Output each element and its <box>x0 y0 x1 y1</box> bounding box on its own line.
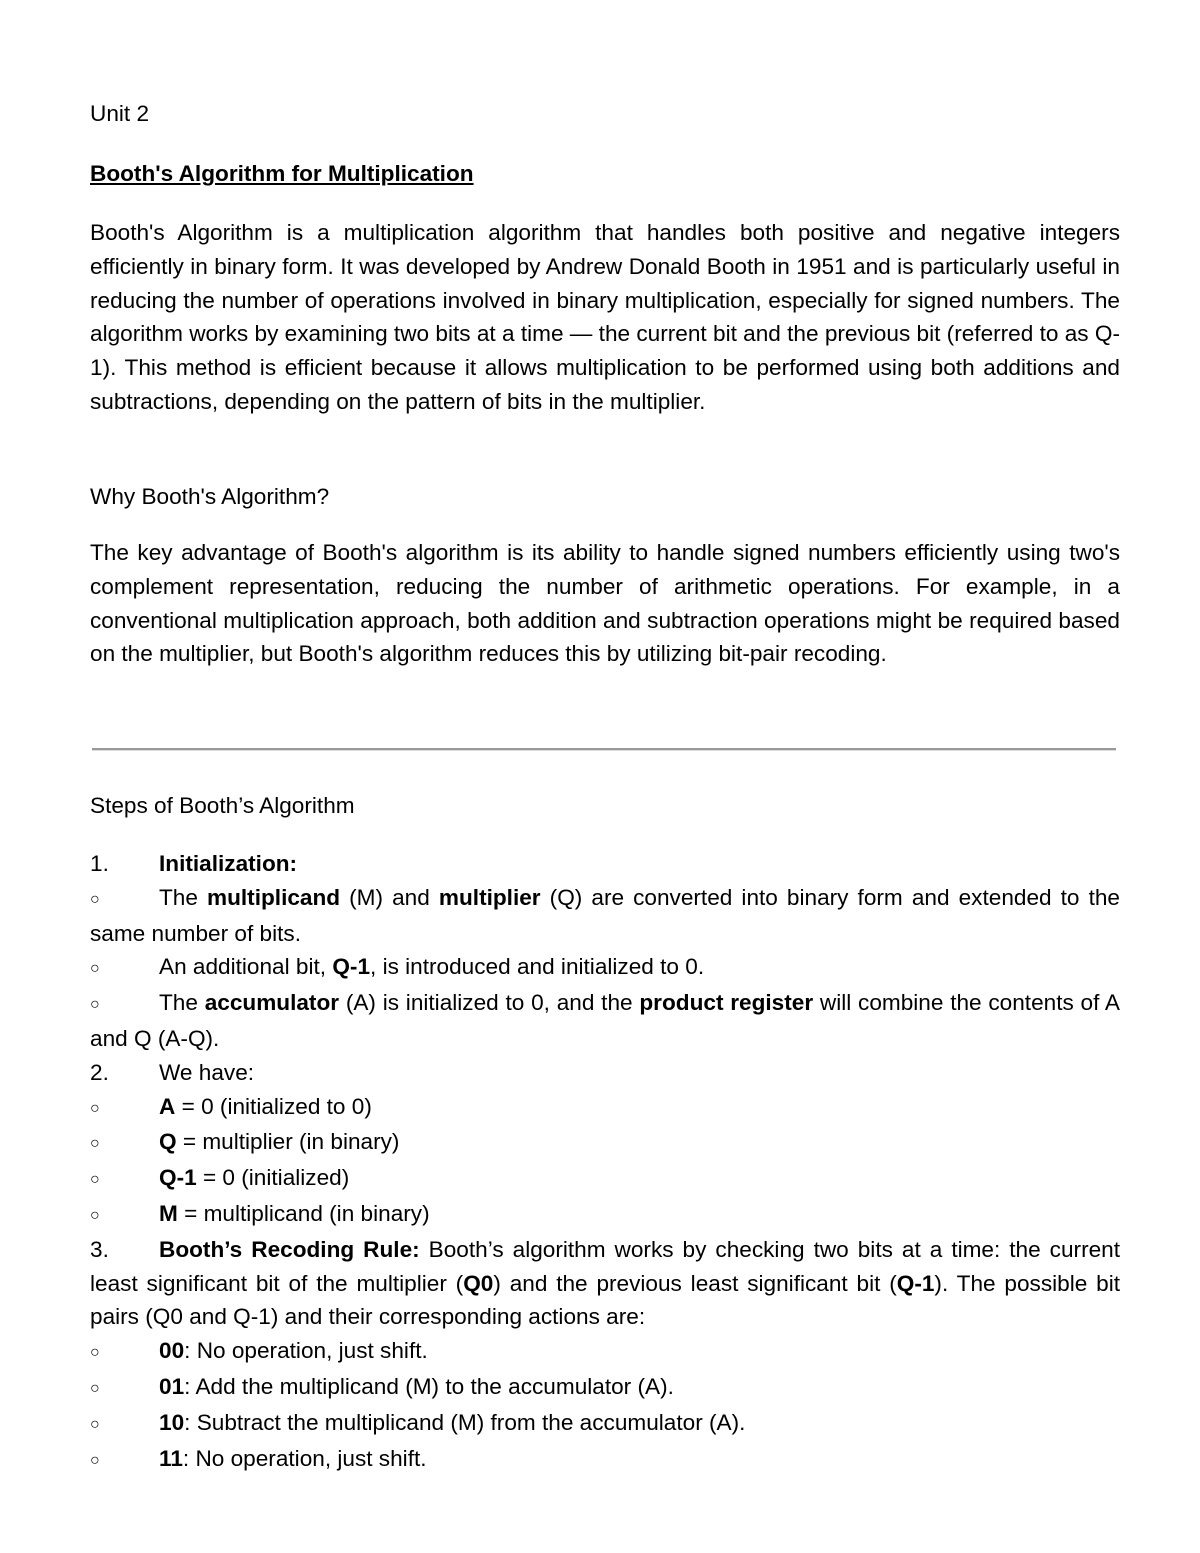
bullet-circle-icon: ○ <box>90 1415 100 1433</box>
list-item: ○ The accumulator (A) is initialized to 0, and the product register will combine the contents of A and Q (A-Q). <box>90 990 1120 1051</box>
steps-list <box>90 847 1120 1477</box>
step-number: 1. <box>90 851 109 876</box>
list-item: ○ M = multiplicand (in binary) <box>90 1197 1120 1233</box>
list-item: ○ 11: No operation, just shift. <box>90 1442 1120 1478</box>
bullet-circle-icon: ○ <box>90 1206 100 1224</box>
horizontal-divider <box>92 748 1116 751</box>
bullet-circle-icon: ○ <box>90 996 100 1014</box>
steps-heading: Steps of Booth’s Algorithm <box>90 793 355 818</box>
bullet-circle-icon: ○ <box>90 1344 100 1362</box>
bullet-circle-icon: ○ <box>90 1451 100 1469</box>
step-label: Initialization: <box>159 851 298 876</box>
bullet-circle-icon: ○ <box>90 1171 100 1189</box>
step-number: 3. <box>90 1236 109 1262</box>
intro-paragraph: Booth's Algorithm is a multiplication algorithm that handles both positive and negative integers efficiently in binary form. It was developed by Andrew Donald Booth in 1951 and is particularly useful in reducing the number of operations involved in binary multiplication, especially for signed numbers. The algorithm works by examining two bits at a time — the current bit and the previous bit (referred to as Q-1). This method is efficient because it allows multiplication to be performed using both additions and subtractions, depending on the pattern of bits in the multiplier. <box>90 220 1120 414</box>
why-paragraph: The key advantage of Booth's algorithm is its ability to handle signed numbers efficiently using two's complement representation, reducing the number of arithmetic operations. For example, in a conventional multiplication approach, both addition and subtraction operations might be required based on the multiplier, but Booth's algorithm reduces this by utilizing bit-pair recoding. <box>90 540 1120 667</box>
bullet-circle-icon: ○ <box>90 890 100 908</box>
list-item: ○ Q = multiplier (in binary) <box>90 1125 1120 1161</box>
page-title: Booth's Algorithm for Multiplication <box>90 161 474 186</box>
list-item: ○ Q-1 = 0 (initialized) <box>90 1161 1120 1197</box>
unit-label: Unit 2 <box>90 101 150 126</box>
list-item: ○ 10: Subtract the multiplicand (M) from the accumulator (A). <box>90 1406 1120 1442</box>
bullet-circle-icon: ○ <box>90 1379 100 1397</box>
bullet-circle-icon: ○ <box>90 960 100 978</box>
bullet-circle-icon: ○ <box>90 1135 100 1153</box>
step-1-heading <box>90 847 1120 881</box>
step-label: We have: <box>159 1059 255 1085</box>
list-item: ○ An additional bit, Q-1, is introduced and initialized to 0. <box>90 950 1120 986</box>
list-item: ○ 00: No operation, just shift. <box>90 1334 1120 1370</box>
step-number: 2. <box>90 1059 109 1085</box>
step-label: Booth’s Recoding Rule: <box>159 1236 420 1262</box>
list-item: ○ The multiplicand (M) and multiplier (Q) are converted into binary form and extended to the same number of bits. <box>90 884 1120 946</box>
why-heading: Why Booth's Algorithm? <box>90 484 330 509</box>
list-item: ○ 01: Add the multiplicand (M) to the accumulator (A). <box>90 1370 1120 1406</box>
step-2-heading <box>90 1056 1120 1090</box>
step-3-paragraph: 3. Booth’s Recoding Rule: Booth’s algorithm works by checking two bits at a time: the current least significant bit of the multiplier (Q0) and the previous least significant bit (Q-1). The possible bit pairs (Q0 and Q-1) and their corresponding actions are: <box>90 1233 1120 1334</box>
list-item: ○ A = 0 (initialized to 0) <box>90 1090 1120 1126</box>
bullet-circle-icon: ○ <box>90 1099 100 1117</box>
